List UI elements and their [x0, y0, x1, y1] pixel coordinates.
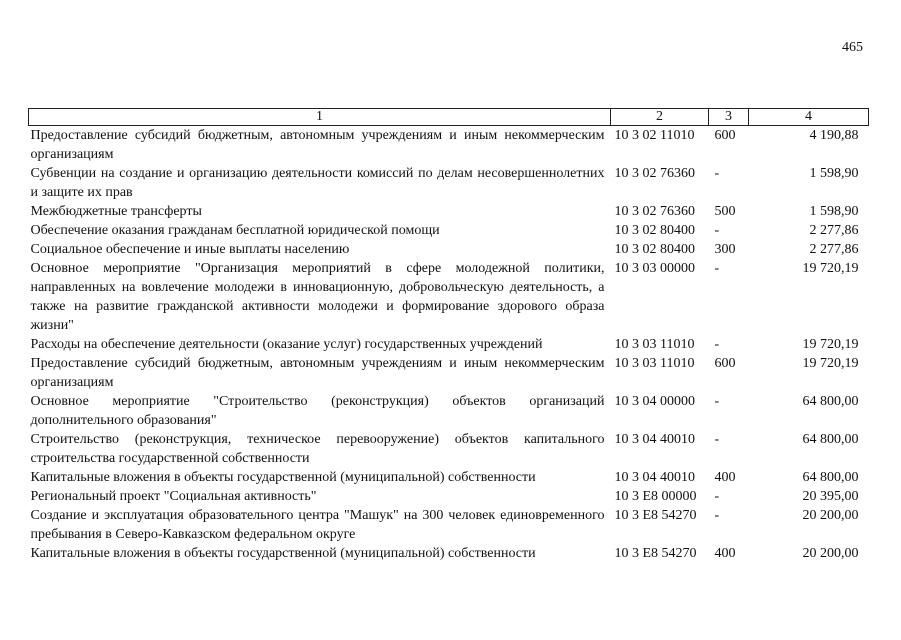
row-name: Основное мероприятие "Строительство (реконструкция) объектов организаций дополнительного образования" [30, 394, 605, 428]
row-name: Региональный проект "Социальная активность" [30, 489, 317, 504]
row-type: 400 [714, 470, 736, 485]
header-col-3: 3 [709, 109, 749, 126]
row-code: 10 3 03 11010 [614, 356, 695, 371]
row-name: Социальное обеспечение и иные выплаты населению [30, 242, 350, 257]
row-name: Предоставление субсидий бюджетным, автономным учреждениям и иным некоммерческим организациям [30, 356, 605, 390]
row-amount: 64 800,00 [802, 394, 859, 409]
row-name: Капитальные вложения в объекты государственной (муниципальной) собственности [30, 470, 536, 485]
row-type: - [714, 337, 720, 352]
header-col-4: 4 [749, 109, 869, 126]
row-type: - [714, 394, 720, 409]
table-row [29, 164, 869, 202]
row-name: Расходы на обеспечение деятельности (оказание услуг) государственных учреждений [30, 337, 543, 352]
row-amount: 20 395,00 [802, 489, 859, 504]
row-code: 10 3 04 40010 [614, 432, 695, 447]
row-type: - [714, 432, 720, 447]
row-code: 10 3 E8 54270 [614, 546, 697, 561]
row-name: Строительство (реконструкция, техническое перевооружение) объектов капитального строительства государственной собственности [30, 432, 605, 466]
row-amount: 19 720,19 [802, 261, 859, 276]
table-row [29, 259, 869, 335]
row-amount: 1 598,90 [809, 166, 859, 181]
table-row [29, 354, 869, 392]
row-type: 600 [714, 356, 736, 371]
table-row [29, 468, 869, 487]
header-col-2: 2 [611, 109, 709, 126]
row-code: 10 3 E8 00000 [614, 489, 697, 504]
table-row [29, 544, 869, 563]
row-type: 300 [714, 242, 736, 257]
row-code: 10 3 04 00000 [614, 394, 695, 409]
table-row [29, 126, 869, 165]
table-row [29, 392, 869, 430]
page-number: 465 [842, 40, 863, 55]
row-code: 10 3 02 76360 [614, 204, 695, 219]
row-type: - [714, 166, 720, 181]
row-amount: 19 720,19 [802, 356, 859, 371]
row-amount: 4 190,88 [809, 128, 859, 143]
row-name: Межбюджетные трансферты [30, 204, 202, 219]
row-amount: 1 598,90 [809, 204, 859, 219]
header-row [29, 109, 869, 126]
header-col-1: 1 [29, 109, 611, 126]
row-amount: 20 200,00 [802, 508, 859, 523]
row-code: 10 3 02 80400 [614, 242, 695, 257]
row-type: - [714, 223, 720, 238]
row-type: 500 [714, 204, 736, 219]
row-name: Основное мероприятие "Организация мероприятий в сфере молодежной политики, направленных на вовлечение молодежи в инновационную, добровольческую деятельность, а также на развитие гражданской активности молодежи и формирование здорового образа жизни" [30, 261, 605, 333]
row-code: 10 3 02 80400 [614, 223, 695, 238]
row-amount: 64 800,00 [802, 470, 859, 485]
table-row [29, 202, 869, 221]
table-row [29, 487, 869, 506]
row-type: 400 [714, 546, 736, 561]
row-name: Предоставление субсидий бюджетным, автономным учреждениям и иным некоммерческим организациям [30, 128, 605, 162]
table-row [29, 506, 869, 544]
table-row [29, 240, 869, 259]
row-amount: 2 277,86 [809, 242, 859, 257]
row-code: 10 3 02 76360 [614, 166, 695, 181]
row-code: 10 3 04 40010 [614, 470, 695, 485]
row-name: Капитальные вложения в объекты государственной (муниципальной) собственности [30, 546, 536, 561]
row-amount: 19 720,19 [802, 337, 859, 352]
row-type: 600 [714, 128, 736, 143]
row-code: 10 3 03 11010 [614, 337, 695, 352]
row-name: Субвенции на создание и организацию деятельности комиссий по делам несовершеннолетних и защите их прав [30, 166, 605, 200]
row-amount: 64 800,00 [802, 432, 859, 447]
row-type: - [714, 489, 720, 504]
table-row [29, 221, 869, 240]
row-amount: 20 200,00 [802, 546, 859, 561]
row-name: Обеспечение оказания гражданам бесплатной юридической помощи [30, 223, 440, 238]
table-body [29, 126, 869, 564]
row-code: 10 3 02 11010 [614, 128, 695, 143]
row-type: - [714, 261, 720, 276]
row-code: 10 3 03 00000 [614, 261, 695, 276]
row-name: Создание и эксплуатация образовательного центра "Машук" на 300 человек единовременного пребывания в Северо-Кавказском федеральном округе [30, 508, 605, 542]
row-type: - [714, 508, 720, 523]
table-row [29, 335, 869, 354]
table-row [29, 430, 869, 468]
row-amount: 2 277,86 [809, 223, 859, 238]
row-code: 10 3 E8 54270 [614, 508, 697, 523]
budget-table [28, 108, 869, 563]
